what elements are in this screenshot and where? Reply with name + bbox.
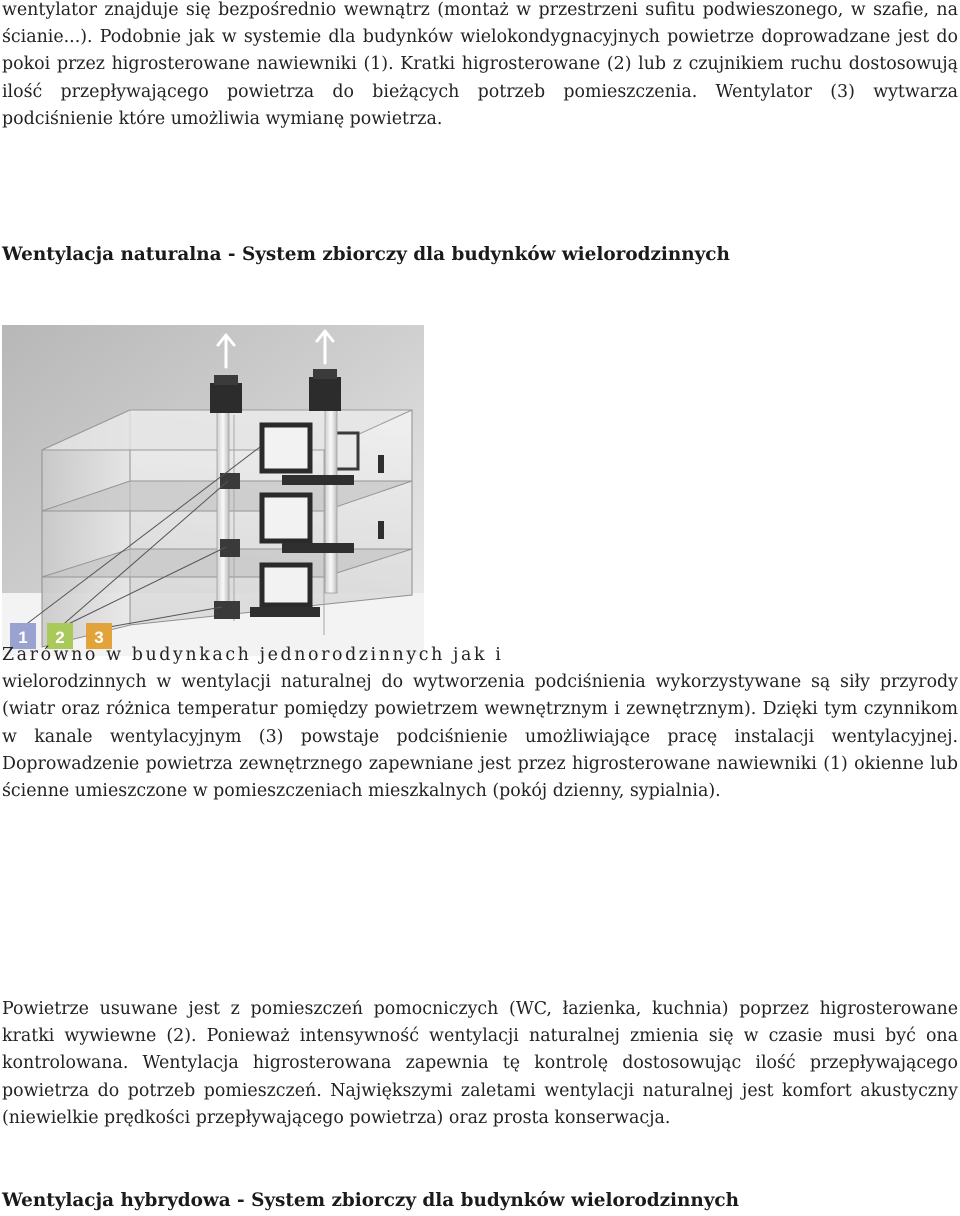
exhaust-grille-middle	[282, 543, 354, 553]
section-heading-hybrid-ventilation: Wentylacja hybrydowa - System zbiorczy dla budynków wielorodzinnych	[2, 1190, 739, 1211]
intro-paragraph: wentylator znajduje się bezpośrednio wewnątrz (montaż w przestrzeni sufitu podwieszonego, w szafie, na ścianie...). Podobnie jak w systemie dla budynków wielokondygnacyjnych powietrze doprowadzane jest do pokoi przez higrosterowane nawiewniki (1). Kratki higrosterowane (2) lub z czujnikiem ruchu dostosowują ilość przepływającego powietrza do bieżących potrzeb pomieszczenia. Wentylator (3) wytwarza podciśnienie które umożliwia wymianę powietrza.	[2, 0, 958, 129]
natural-ventilation-paragraph	[2, 642, 958, 805]
building-ventilation-figure	[2, 325, 424, 656]
section-heading-natural-ventilation: Wentylacja naturalna - System zbiorczy dla budynków wielorodzinnych	[2, 244, 730, 265]
natural-ventilation-lead: Zarówno w budynkach jednorodzinnych jak i	[2, 645, 504, 665]
exhaust-duct-right	[325, 403, 337, 593]
radiator-upper	[378, 455, 384, 473]
chimney-right-cap	[313, 369, 337, 379]
exhaust-grille-upper	[282, 475, 354, 485]
bathroom-unit-lower	[214, 601, 240, 619]
window-middle	[262, 495, 310, 541]
exhaust-grille-lower	[250, 607, 320, 617]
chimney-right	[309, 377, 341, 411]
exhaust-paragraph: Powietrze usuwane jest z pomieszczeń pomocniczych (WC, łazienka, kuchnia) poprzez higrosterowane kratki wywiewne (2). Ponieważ intensywność wentylacji naturalnej zmienia się w czasie musi być ona kontrolowana. Wentylacja higrosterowana zapewnia tę kontrolę dostosowując ilość przepływającego powietrza do potrzeb pomieszczeń. Największymi zaletami wentylacji naturalnej jest komfort akustyczny (niewielkie prędkości przepływającego powietrza) oraz prosta konserwacja.	[2, 999, 958, 1128]
chimney-left	[210, 383, 242, 413]
building-illustration	[2, 325, 424, 656]
window-lower	[262, 565, 310, 605]
legend-label-3: 3	[94, 628, 104, 647]
radiator-middle	[378, 521, 384, 539]
chimney-left-cap	[214, 375, 238, 385]
exhaust-duct-left	[217, 407, 229, 615]
legend-label-2: 2	[55, 628, 65, 647]
legend-label-1: 1	[18, 628, 28, 647]
natural-ventilation-body: wielorodzinnych w wentylacji naturalnej do wytworzenia podciśnienia wykorzystywane są siły przyrody (wiatr oraz różnica temperatur pomiędzy powietrzem wewnętrznym i zewnętrznym). Dzięki tym czynnikom w kanale wentylacyjnym (3) powstaje podciśnienie umożliwiające pracę instalacji wentylacyjnej. Doprowadzenie powietrza zewnętrznego zapewniane jest przez higrosterowane nawiewniki (1) okienne lub ścienne umieszczone w pomieszczeniach mieszkalnych (pokój dzienny, sypialnia).	[2, 672, 958, 802]
window-upper	[262, 425, 310, 471]
